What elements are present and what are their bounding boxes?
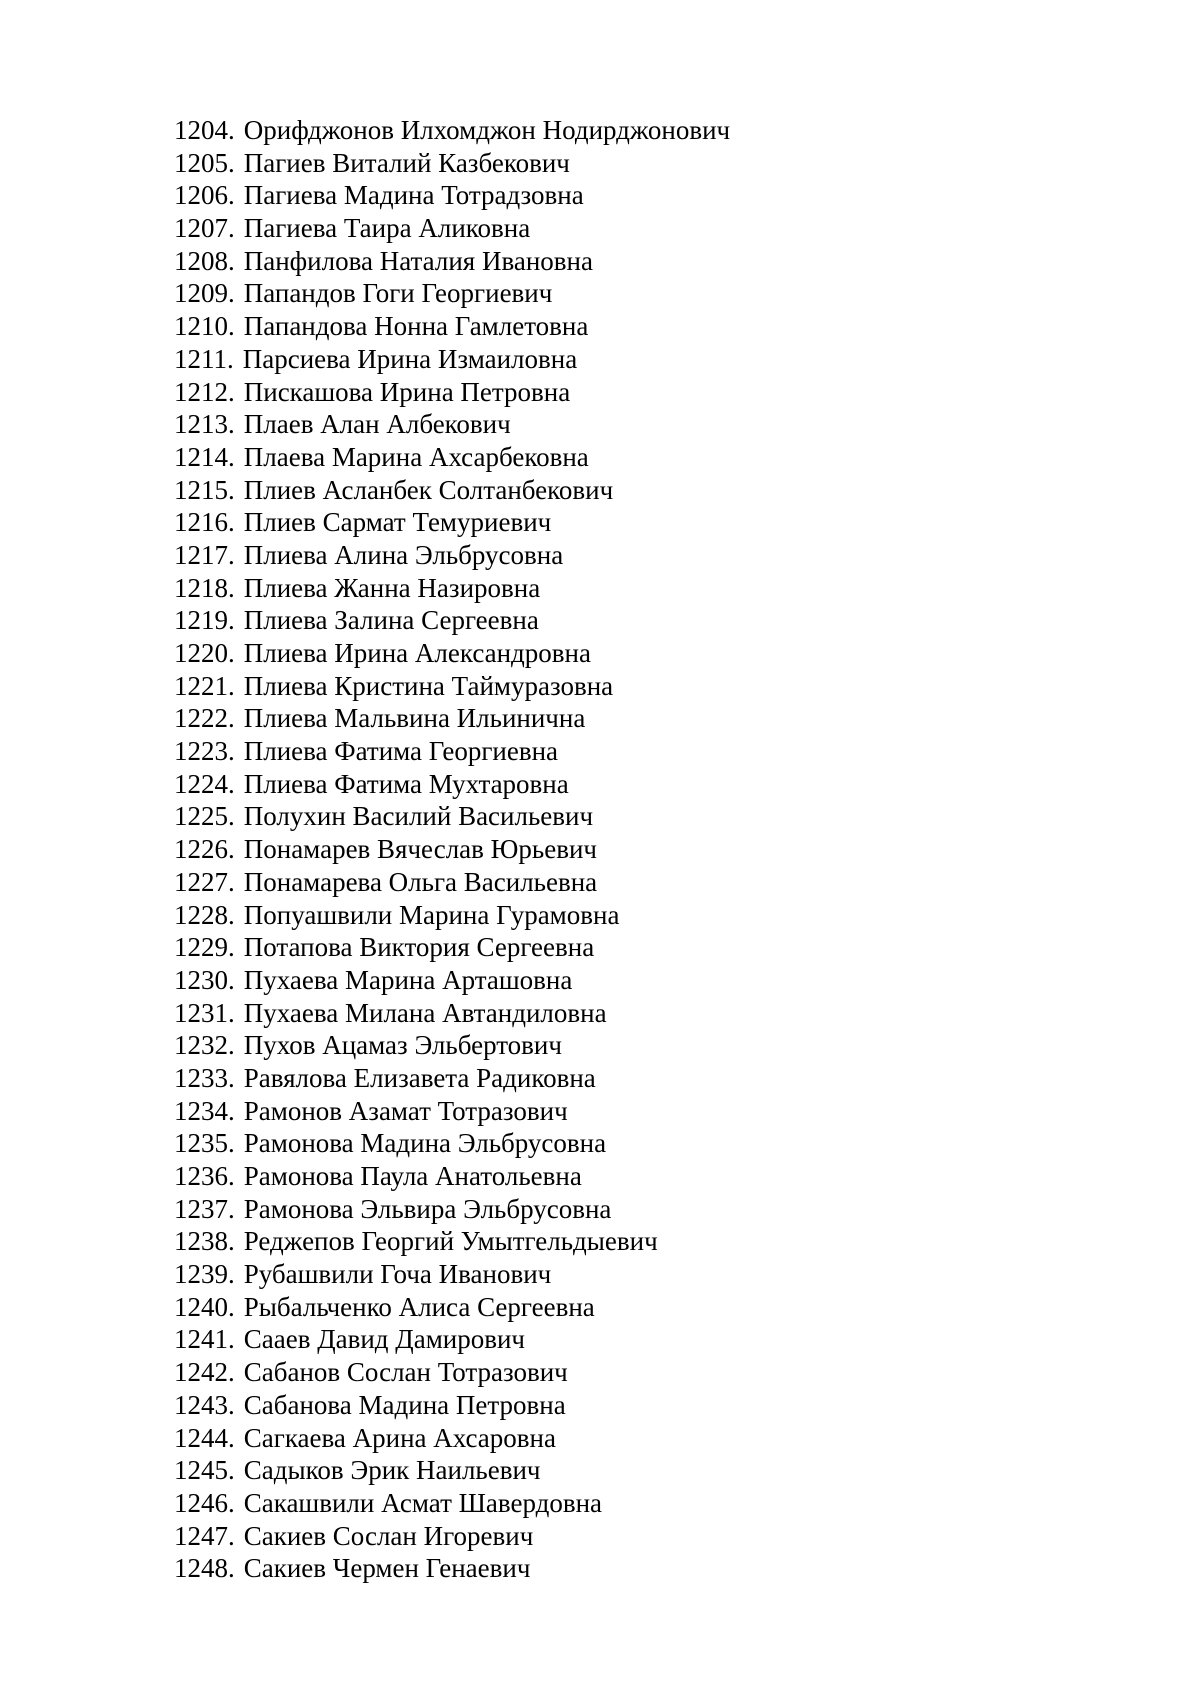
entry-number: 1205. [174, 147, 235, 178]
entry-number: 1210. [174, 311, 235, 342]
person-name: Плиев Сармат Темуриевич [243, 507, 552, 538]
list-item [174, 1029, 730, 1062]
person-name: Пухаева Марина Арташовна [243, 964, 573, 995]
entry-number: 1230. [174, 964, 235, 995]
person-name: Реджепов Георгий Умытгельдыевич [243, 1226, 658, 1257]
entry-number: 1204. [174, 115, 235, 145]
list-item [174, 376, 730, 409]
list-item [174, 1454, 730, 1487]
list-item [174, 1323, 730, 1356]
list-item [174, 637, 730, 670]
person-name: Сакиев Чермен Генаевич [243, 1553, 531, 1584]
person-name: Пискашова Ирина Петровна [243, 376, 571, 407]
list-item [174, 997, 730, 1030]
person-name: Плаева Марина Ахсарбековна [243, 441, 589, 472]
entry-number: 1228. [174, 899, 235, 930]
entry-number: 1215. [174, 474, 235, 505]
entry-number: 1220. [174, 638, 235, 668]
list-item [174, 1291, 730, 1324]
entry-number: 1208. [174, 245, 235, 276]
entry-number: 1235. [174, 1128, 235, 1159]
list-item [174, 604, 730, 637]
person-name: Сагкаева Арина Ахсаровна [243, 1422, 556, 1453]
entry-number: 1232. [174, 1030, 235, 1061]
list-item [174, 506, 730, 539]
entry-number: 1218. [174, 572, 235, 603]
list-item [174, 1095, 730, 1128]
entry-number: 1247. [174, 1520, 235, 1551]
entry-number: 1217. [174, 539, 235, 570]
list-item [174, 179, 730, 212]
entry-number: 1206. [174, 180, 235, 211]
list-item [174, 1127, 730, 1160]
list-item [174, 1520, 730, 1553]
list-item [174, 441, 730, 474]
list-item [174, 1225, 730, 1258]
person-name: Сабанов Сослан Тотразович [243, 1357, 568, 1388]
list-item [174, 474, 730, 507]
list-item [174, 702, 730, 735]
person-name: Садыков Эрик Наильевич [243, 1455, 541, 1486]
entry-number: 1224. [174, 768, 235, 799]
entry-number: 1233. [174, 1062, 235, 1093]
person-name: Плиева Фатима Георгиевна [243, 736, 559, 767]
entry-number: 1212. [174, 376, 235, 407]
person-name: Сакашвили Асмат Шавердовна [243, 1487, 603, 1518]
entry-number: 1231. [174, 997, 235, 1028]
person-name: Панфилова Наталия Ивановна [243, 245, 593, 276]
person-name: Плиева Алина Эльбрусовна [243, 539, 564, 570]
entry-number: 1246. [174, 1487, 235, 1518]
entry-number: 1211. [174, 343, 234, 374]
numbered-name-list [174, 114, 730, 1585]
person-name: Плиева Залина Сергеевна [243, 605, 539, 636]
person-name: Сааев Давид Дамирович [243, 1324, 526, 1355]
entry-number: 1207. [174, 213, 235, 244]
entry-number: 1225. [174, 801, 235, 832]
person-name: Пухов Ацамаз Эльбертович [243, 1030, 562, 1061]
entry-number: 1244. [174, 1422, 235, 1453]
list-item [174, 1062, 730, 1095]
entry-number: 1234. [174, 1095, 235, 1126]
person-name: Плиева Ирина Александровна [243, 638, 591, 668]
person-name: Сабанова Мадина Петровна [243, 1389, 566, 1420]
person-name: Рамонова Паула Анатольевна [243, 1161, 582, 1191]
list-item [174, 1487, 730, 1520]
list-item [174, 277, 730, 310]
person-name: Пагиева Мадина Тотрадзовна [243, 180, 584, 211]
person-name: Пагиев Виталий Казбекович [243, 147, 570, 178]
entry-number: 1209. [174, 278, 235, 309]
person-name: Парсиева Ирина Измаиловна [242, 343, 578, 374]
list-item [174, 212, 730, 245]
person-name: Пухаева Милана Автандиловна [243, 997, 607, 1028]
list-item [174, 670, 730, 703]
person-name: Сакиев Сослан Игоревич [243, 1520, 534, 1551]
entry-number: 1248. [174, 1553, 235, 1584]
entry-number: 1245. [174, 1455, 235, 1486]
list-item [174, 833, 730, 866]
person-name: Рамонова Мадина Эльбрусовна [243, 1128, 607, 1159]
entry-number: 1242. [174, 1357, 235, 1388]
entry-number: 1216. [174, 507, 235, 538]
entry-number: 1219. [174, 605, 235, 636]
entry-number: 1236. [174, 1161, 235, 1191]
entry-number: 1226. [174, 834, 235, 865]
list-item [174, 1552, 730, 1585]
list-item [174, 1422, 730, 1455]
person-name: Рамонова Эльвира Эльбрусовна [243, 1193, 612, 1224]
list-item [174, 572, 730, 605]
person-name: Понамарев Вячеслав Юрьевич [243, 834, 597, 865]
person-name: Рамонов Азамат Тотразович [243, 1095, 568, 1126]
person-name: Пагиева Таира Аликовна [243, 213, 531, 244]
person-name: Плиева Кристина Таймуразовна [243, 670, 614, 701]
person-name: Папандов Гоги Георгиевич [243, 278, 553, 309]
entry-number: 1223. [174, 736, 235, 767]
list-item [174, 1160, 730, 1193]
person-name: Папандова Нонна Гамлетовна [243, 311, 589, 342]
person-name: Потапова Виктория Сергеевна [243, 932, 595, 963]
person-name: Равялова Елизавета Радиковна [243, 1062, 596, 1093]
person-name: Плиева Фатима Мухтаровна [243, 768, 569, 799]
list-item [174, 899, 730, 932]
list-item [174, 1258, 730, 1291]
list-item [174, 310, 730, 343]
list-item [174, 1193, 730, 1226]
entry-number: 1238. [174, 1226, 235, 1257]
list-item [174, 800, 730, 833]
person-name: Плаев Алан Албекович [243, 409, 511, 440]
entry-number: 1213. [174, 409, 235, 440]
entry-number: 1221. [174, 670, 235, 701]
entry-number: 1241. [174, 1324, 235, 1355]
list-item [174, 408, 730, 441]
list-item [174, 964, 730, 997]
list-item [174, 1389, 730, 1422]
list-item [174, 735, 730, 768]
list-item [174, 931, 730, 964]
entry-number: 1214. [174, 441, 235, 472]
list-item [174, 1356, 730, 1389]
person-name: Понамарева Ольга Васильевна [243, 866, 598, 897]
person-name: Рубашвили Гоча Иванович [243, 1259, 552, 1290]
entry-number: 1229. [174, 932, 235, 963]
person-name: Рыбальченко Алиса Сергеевна [243, 1291, 595, 1322]
list-item [174, 114, 730, 147]
list-item [174, 866, 730, 899]
list-item [174, 245, 730, 278]
list-item [174, 768, 730, 801]
list-item [174, 147, 730, 180]
person-name: Плиева Жанна Назировна [243, 572, 541, 603]
person-name: Орифджонов Илхомджон Нодирджонович [243, 115, 731, 145]
person-name: Плиев Асланбек Солтанбекович [243, 474, 614, 505]
entry-number: 1243. [174, 1389, 235, 1420]
entry-number: 1237. [174, 1193, 235, 1224]
list-item [174, 539, 730, 572]
entry-number: 1239. [174, 1259, 235, 1290]
entry-number: 1240. [174, 1291, 235, 1322]
person-name: Плиева Мальвина Ильинична [243, 703, 586, 734]
entry-number: 1227. [174, 866, 235, 897]
entry-number: 1222. [174, 703, 235, 734]
list-item [174, 343, 730, 376]
person-name: Полухин Василий Васильевич [243, 801, 594, 832]
person-name: Попуашвили Марина Гурамовна [243, 899, 620, 930]
